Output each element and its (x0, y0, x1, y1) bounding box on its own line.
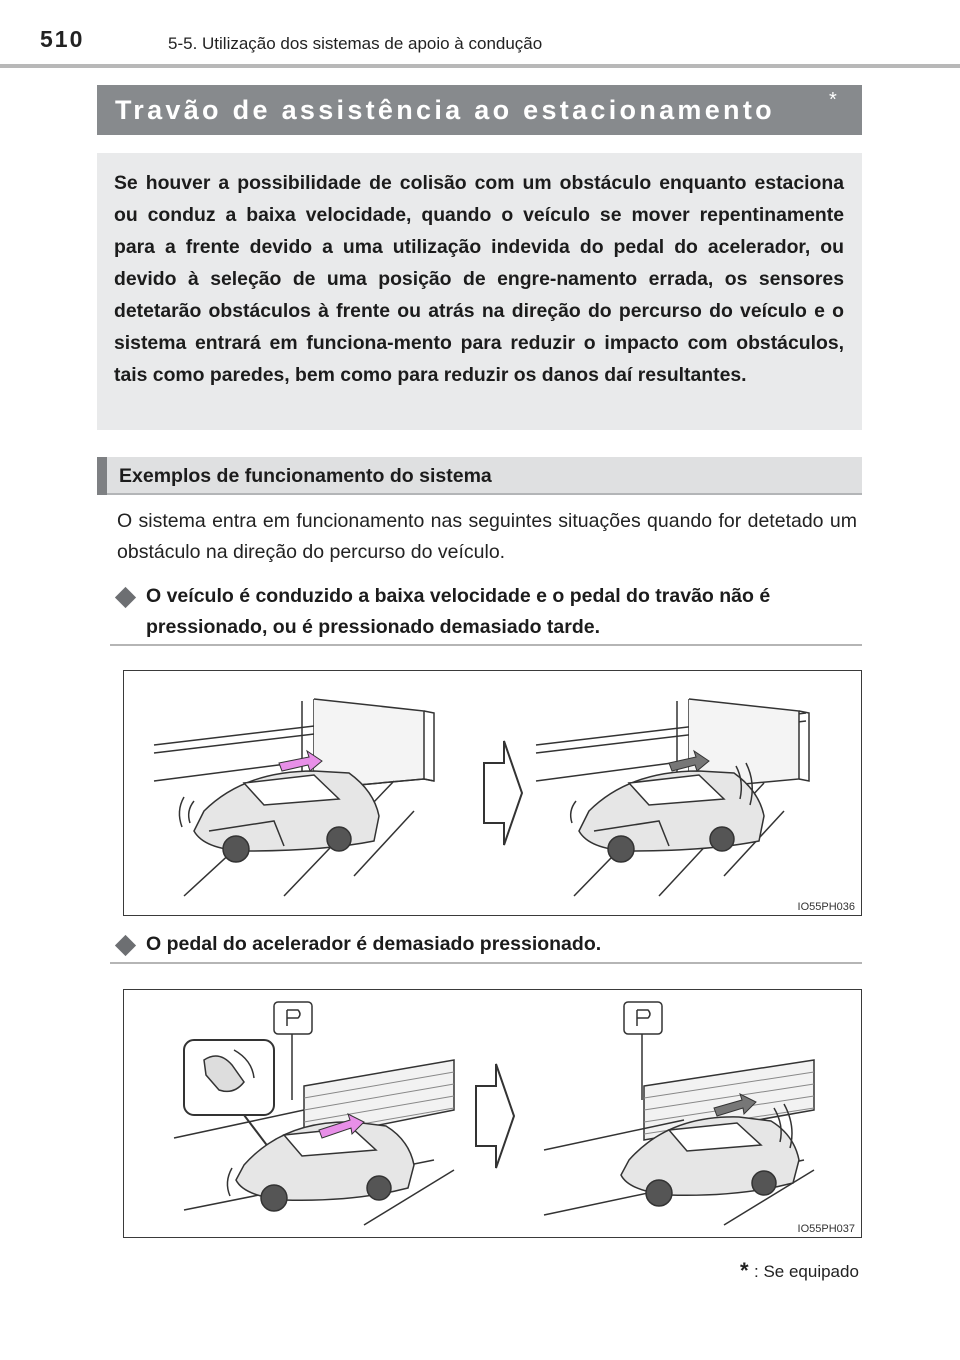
footnote-asterisk-icon: * (740, 1258, 749, 1283)
figure-code-1: IO55PH036 (797, 901, 855, 913)
section-header (97, 457, 862, 495)
page-title-band (97, 85, 862, 135)
illustration-frame-2 (123, 989, 862, 1238)
chapter-title: 5-5. Utilização dos sistemas de apoio à condução (168, 34, 543, 53)
section-body-text: O sistema entra em funcionamento nas seguintes situações quando for detetado um obstáculo na direção do percurso do veículo. (117, 510, 857, 563)
illustration-accelerator-brick-wall (124, 990, 860, 1236)
page-title: Travão de assistência ao estacionamento (115, 95, 775, 125)
section-title: Exemplos de funcionamento do sistema (119, 465, 492, 487)
illustration-frame-1 (123, 670, 862, 916)
section-accent (97, 457, 107, 495)
asterisk-icon: * (829, 89, 837, 111)
example-heading-2: O pedal do acelerador é demasiado pressionado. (146, 933, 602, 955)
intro-box (97, 153, 862, 430)
figure-code-2: IO55PH037 (797, 1223, 855, 1235)
page-number: 510 (40, 26, 85, 52)
example-divider-1 (110, 644, 862, 646)
footnote-text: : Se equipado (754, 1262, 859, 1281)
example-heading-1: O veículo é conduzido a baixa velocidade e o pedal do travão não é pressionado, ou é pressionado demasiado tarde. (146, 585, 771, 638)
header-divider (0, 64, 960, 68)
diamond-bullet-icon (115, 935, 136, 956)
diamond-bullet-icon (115, 587, 136, 608)
intro-text: Se houver a possibilidade de colisão com um obstáculo enquanto estaciona ou conduz a baixa velocidade, quando o veículo se mover repentinamente para a frente devido a uma utilização indevida do pedal do acelerador, ou devido à seleção de uma posição de engre-namento errada, os sensores detetarão obstáculos à frente ou atrás na direção do percurso do veículo e o sistema entrará em funciona-mento para reduzir o impacto com obstáculos, tais como paredes, bem como para reduzir os danos daí resultantes. (114, 172, 844, 386)
example-divider-2 (110, 962, 862, 964)
illustration-low-speed-wall (124, 671, 860, 914)
